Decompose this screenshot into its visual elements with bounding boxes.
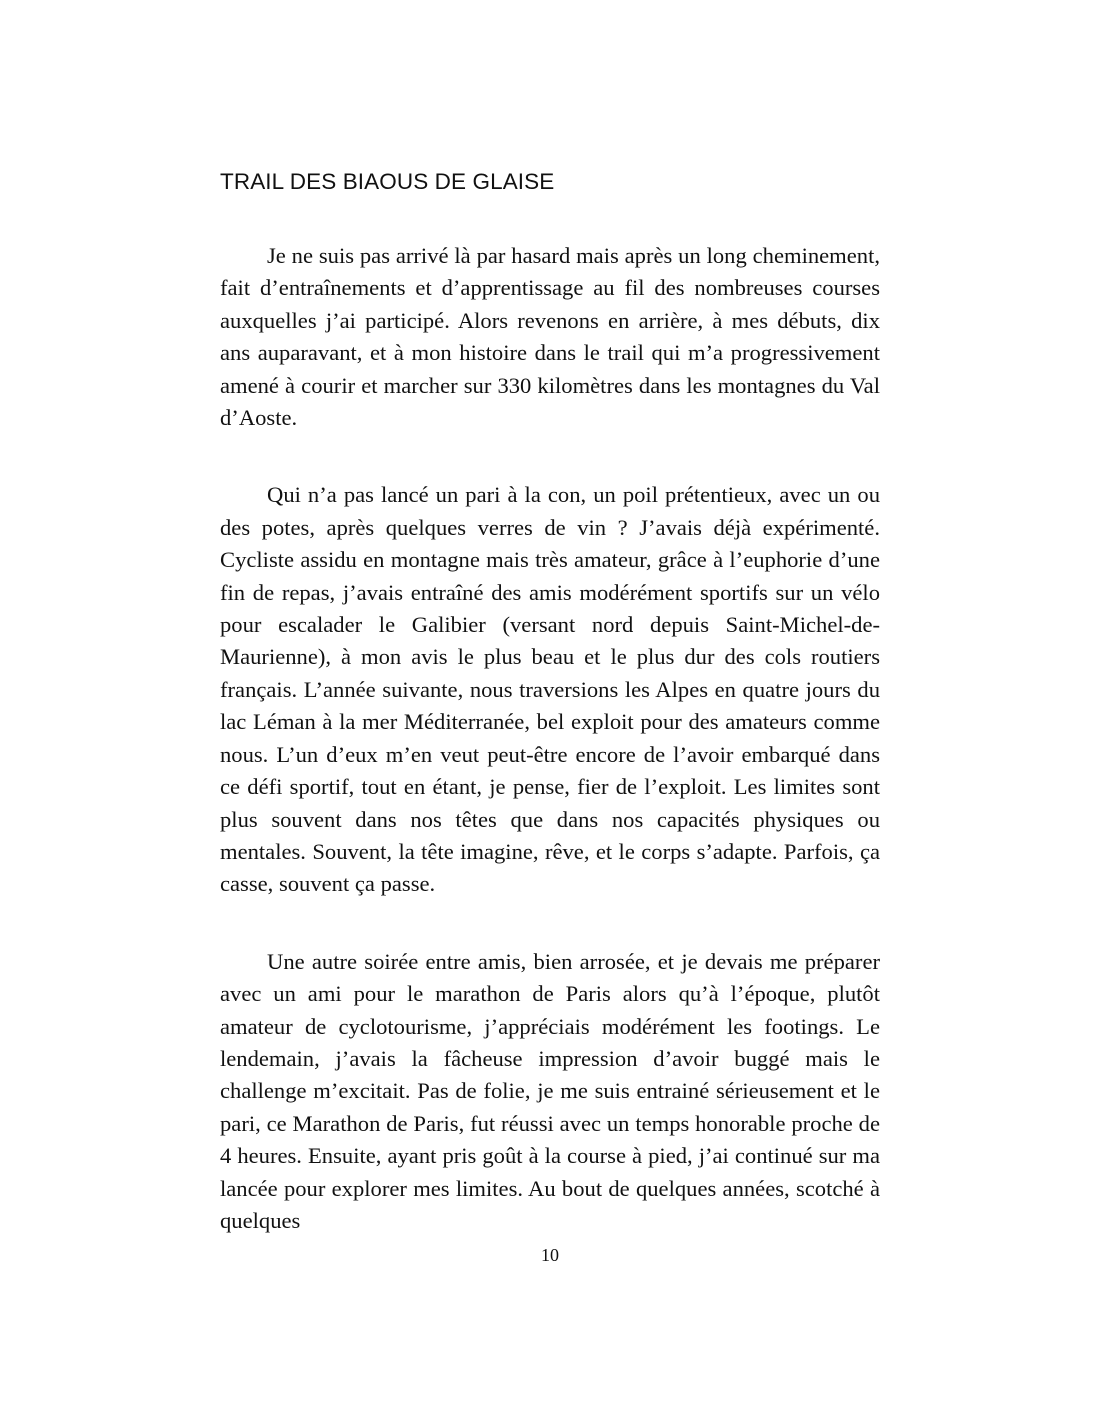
paragraph-1: Je ne suis pas arrivé là par hasard mais après un long cheminement, fait d’entraînements et d’apprentissage au fil des nombreuses courses auxquelles j’ai participé. Alors revenons en arrière, à mes débuts, dix ans auparavant, et à mon histoire dans le trail qui m’a progressivement amené à courir et marcher sur 330 kilomètres dans les montagnes du Val d’Aoste.	[220, 243, 880, 431]
chapter-title: TRAIL DES BIAOUS DE GLAISE	[220, 169, 555, 194]
paragraph-2: Qui n’a pas lancé un pari à la con, un poil prétentieux, avec un ou des potes, après quelques verres de vin ? J’avais déjà expérimenté. Cycliste assidu en montagne mais très amateur, grâce à l’euphorie d’une fin de repas, j’avais entraîné des amis modérément sportifs sur un vélo pour escalader le Galibier (versant nord depuis Saint-Michel-de-Maurienne), à mon avis le plus beau et le plus dur des cols routiers français. L’année suivante, nous traversions les Alpes en quatre jours du lac Léman à la mer Méditerranée, bel exploit pour des amateurs comme nous. L’un d’eux m’en veut peut-être encore de l’avoir embarqué dans ce défi sportif, tout en étant, je pense, fier de l’exploit. Les limites sont plus souvent dans nos têtes que dans nos capacités physiques ou mentales. Souvent, la tête imagine, rêve, et le corps s’adapte. Parfois, ça casse, souvent ça passe.	[220, 482, 880, 897]
body-text	[220, 240, 880, 1237]
page-number: 10	[541, 1245, 559, 1265]
paragraph-3: Une autre soirée entre amis, bien arrosée, et je devais me préparer avec un ami pour le marathon de Paris alors qu’à l’époque, plutôt amateur de cyclotourisme, j’appréciais modérément les footings. Le lendemain, j’avais la fâcheuse impression d’avoir buggé mais le challenge m’excitait. Pas de folie, je me suis entrainé sérieusement et le pari, ce Marathon de Paris, fut réussi avec un temps honorable proche de 4 heures. Ensuite, ayant pris goût à la course à pied, j’ai continué sur ma lancée pour explorer mes limites. Au bout de quelques années, scotché à quelques	[220, 948, 880, 1233]
